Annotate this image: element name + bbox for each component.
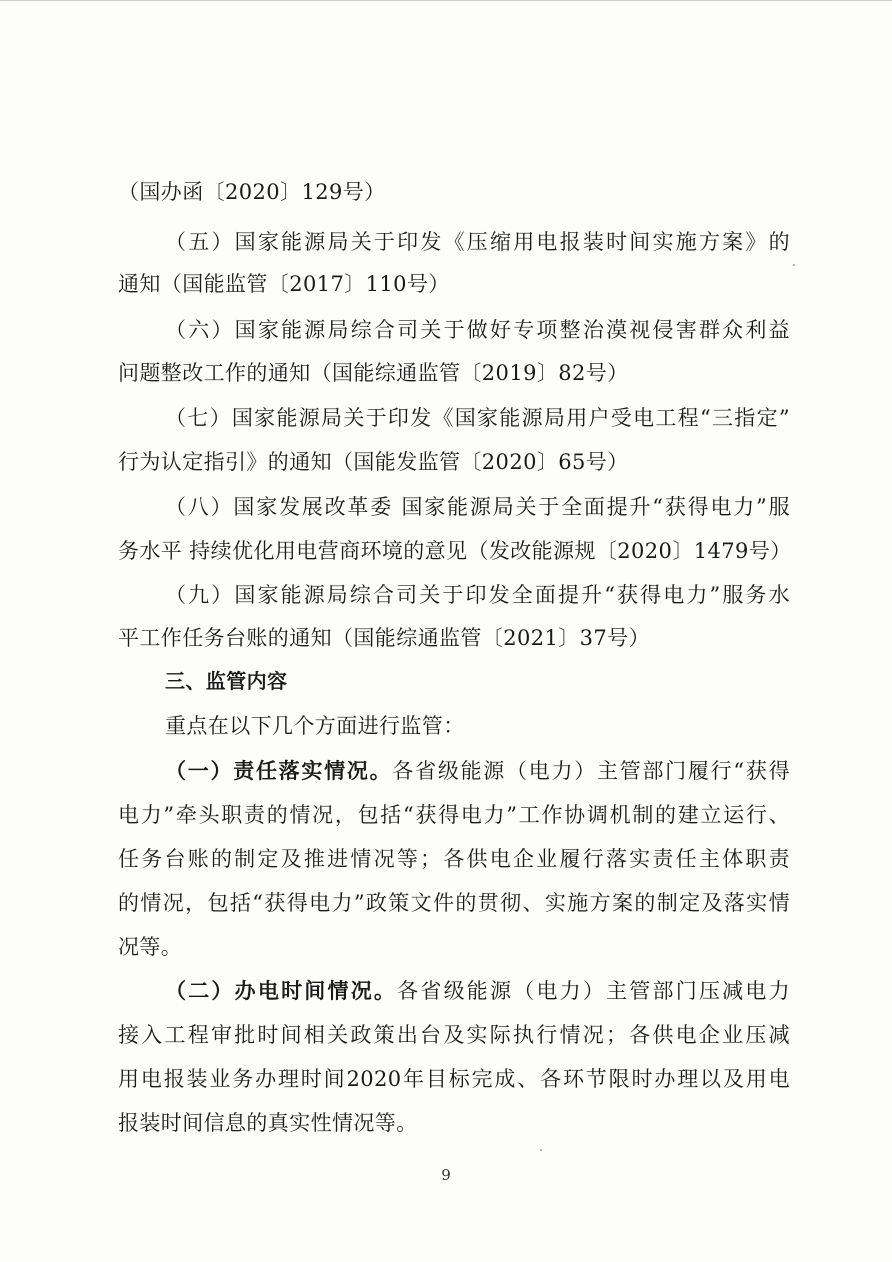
text-line: （六）国家能源局综合司关于做好专项整治漠视侵害群众利益 [165,318,790,342]
intro-text: 重点在以下几个方面进行监管： [165,714,465,738]
item-paragraph-first-line [165,756,790,786]
item-paragraph-first-line [165,976,790,1006]
item-text: 各省级能源（电力）主管部门压减电力 [397,979,790,1003]
text-line: （国办函〔2020〕129号） [118,180,386,204]
scan-speck [793,264,795,266]
scan-speck [540,1149,542,1151]
text-line: （五）国家能源局关于印发《压缩用电报装时间实施方案》的 [165,230,790,254]
text-line: 报装时间信息的真实性情况等。 [118,1111,418,1135]
text-line: 平工作任务台账的通知（国能综通监管〔2021〕37号） [118,626,650,650]
page-number: 9 [441,1166,451,1184]
text-line: 问题整改工作的通知（国能综通监管〔2019〕82号） [118,361,629,385]
text-line: 行为认定指引》的通知（国能发监管〔2020〕65号） [118,450,629,474]
text-line: 务水平 持续优化用电营商环境的意见（发改能源规〔2020〕1479号） [118,539,792,563]
text-line: 的情况，包括“获得电力”政策文件的贯彻、实施方案的制定及落实情 [118,891,790,915]
item-label: （二）办电时间情况。 [165,978,398,1003]
section-heading: 三、监管内容 [165,669,288,693]
text-line: 电力”牵头职责的情况，包括“获得电力”工作协调机制的建立运行、 [118,803,790,827]
text-line: （八）国家发展改革委 国家能源局关于全面提升“获得电力”服 [165,495,790,519]
text-line: 用电报装业务办理时间2020年目标完成、各环节限时办理以及用电 [118,1067,790,1091]
text-line: 通知（国能监管〔2017〕110号） [118,272,450,296]
text-line: 接入工程审批时间相关政策出台及实际执行情况；各供电企业压减 [118,1023,790,1047]
text-line: 任务台账的制定及推进情况等；各供电企业履行落实责任主体职责 [118,847,790,871]
item-label: （一）责任落实情况。 [165,758,393,783]
item-text: 各省级能源（电力）主管部门履行“获得 [392,759,790,783]
text-line: （七）国家能源局关于印发《国家能源局用户受电工程“三指定” [165,406,790,430]
text-line: 况等。 [118,935,183,959]
text-line: （九）国家能源局综合司关于印发全面提升“获得电力”服务水 [165,583,790,607]
